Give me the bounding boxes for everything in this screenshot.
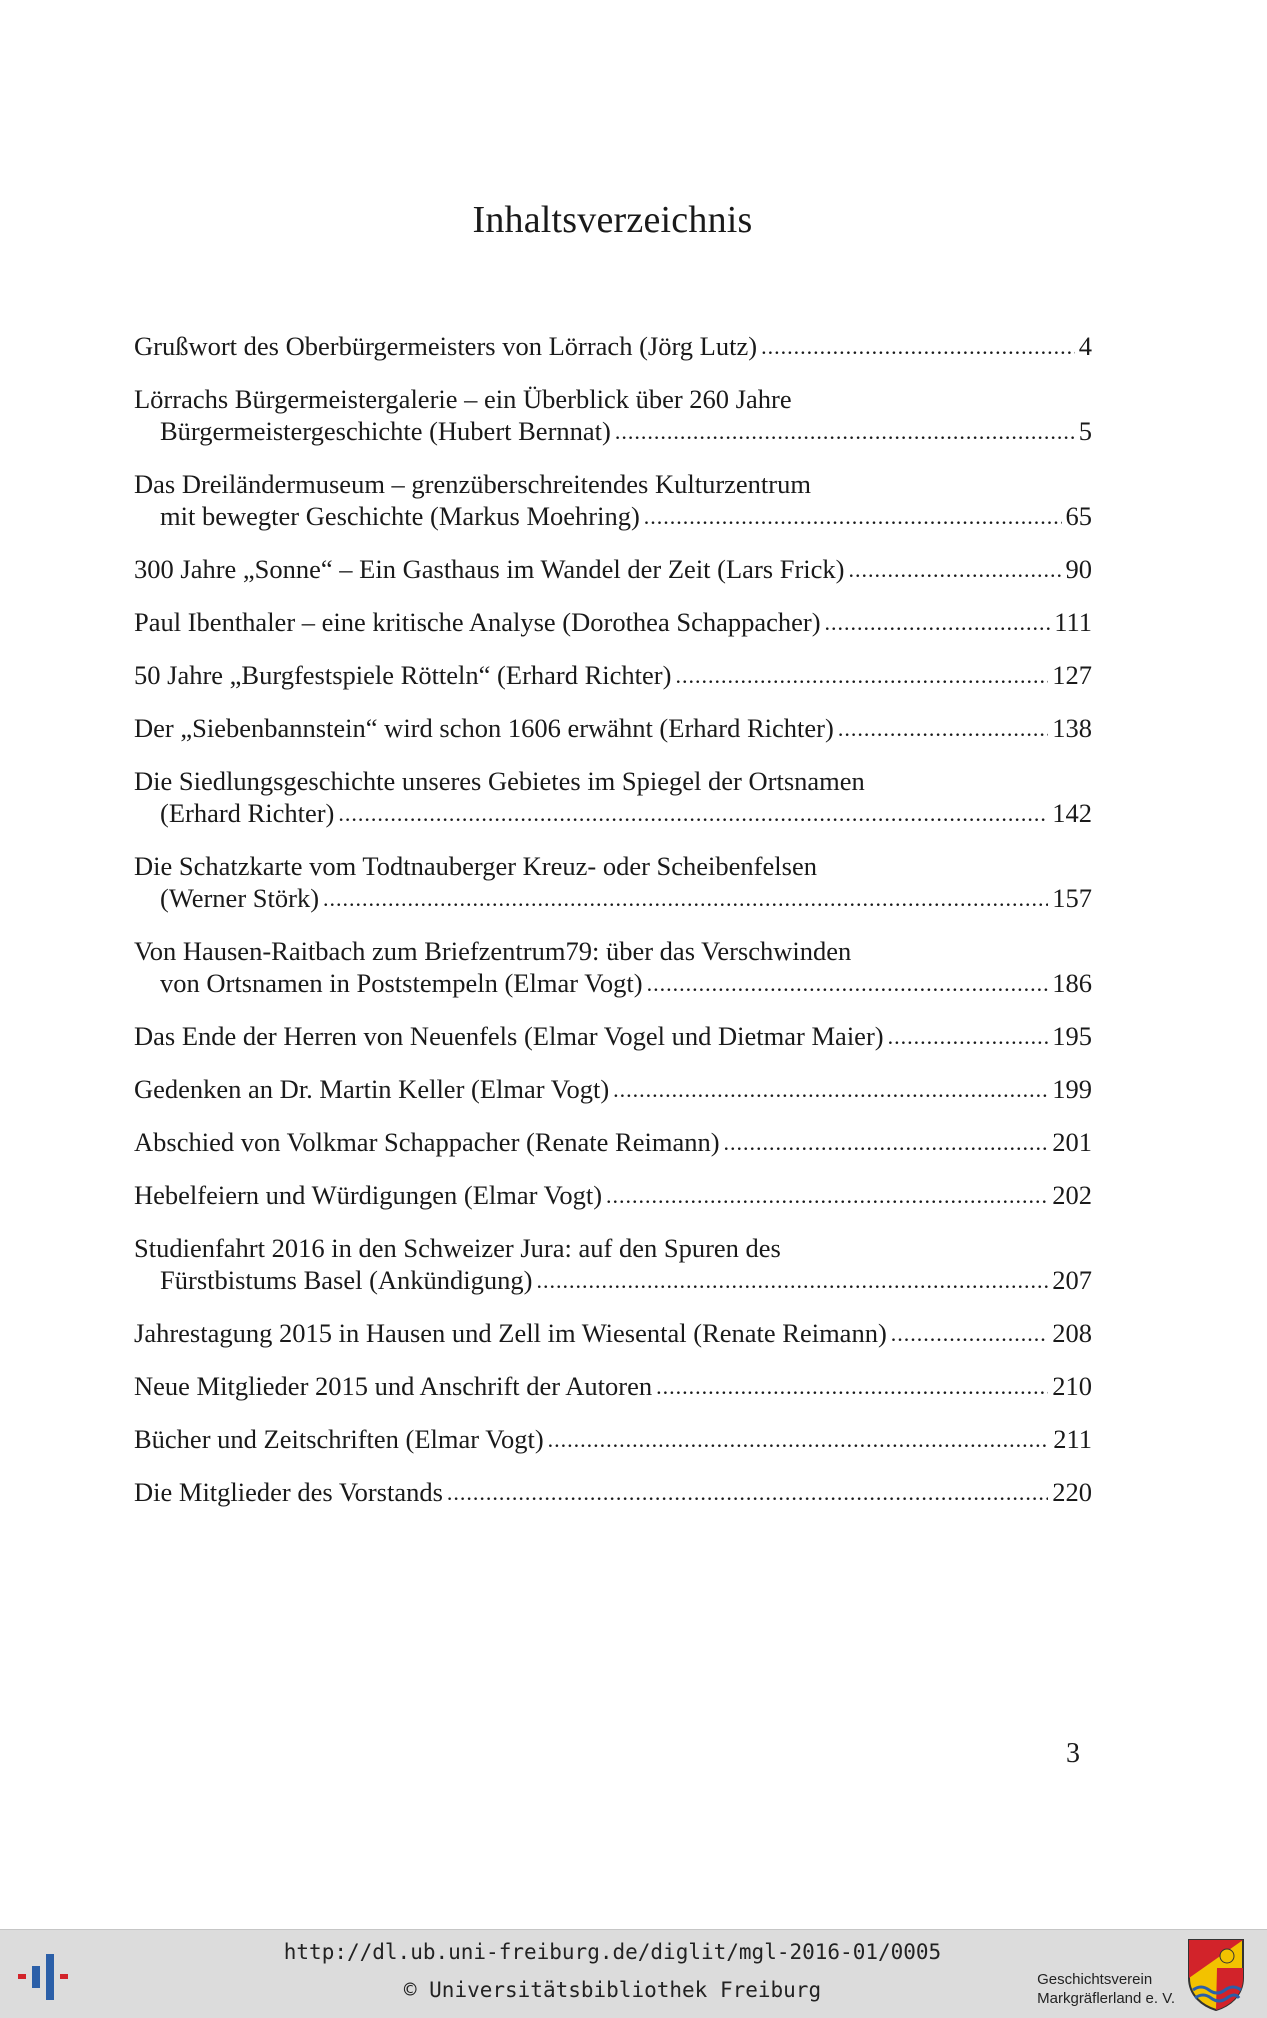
toc-entry[interactable] <box>134 1126 1092 1160</box>
toc-entry[interactable] <box>134 330 1092 364</box>
toc-entry-row <box>134 500 1092 534</box>
toc-leader-dots <box>675 658 1048 692</box>
toc-entry-title-continued: Fürstbistums Basel (Ankündigung) <box>160 1265 533 1295</box>
toc-entry-title-continued: Bürgermeistergeschichte (Hubert Bernnat) <box>160 416 611 446</box>
toc-entry-page: 90 <box>1065 554 1092 584</box>
toc-entry[interactable] <box>134 659 1092 693</box>
toc-entry-row <box>134 330 1092 364</box>
toc-entry-page: 186 <box>1052 968 1092 998</box>
toc-entry-title: Von Hausen-Raitbach zum Briefzentrum79: über das Verschwinden <box>134 936 852 966</box>
toc-entry-title: Bücher und Zeitschriften (Elmar Vogt) <box>134 1424 544 1454</box>
coat-of-arms-icon <box>1187 1938 1245 2012</box>
toc-entry-page: 202 <box>1052 1180 1092 1210</box>
toc-entry-page: 157 <box>1052 883 1092 913</box>
toc-entry-row <box>134 1179 1092 1213</box>
toc-entry-row <box>134 553 1092 587</box>
toc-leader-dots <box>724 1125 1049 1159</box>
toc-leader-dots <box>606 1178 1048 1212</box>
toc-entry[interactable] <box>134 1073 1092 1107</box>
toc-entry-title: 300 Jahre „Sonne“ – Ein Gasthaus im Wandel der Zeit (Lars Frick) <box>134 554 845 584</box>
toc-entry[interactable] <box>134 553 1092 587</box>
toc-leader-dots <box>548 1422 1050 1456</box>
toc-entry-page: 138 <box>1052 713 1092 743</box>
toc-entry-page: 210 <box>1052 1371 1092 1401</box>
toc-entry-title-continued: (Werner Störk) <box>160 883 320 913</box>
toc-entry[interactable] <box>134 1179 1092 1213</box>
toc-entry-title: Die Siedlungsgeschichte unseres Gebietes im Spiegel der Ortsnamen <box>134 766 865 796</box>
toc-entry[interactable] <box>134 1232 1092 1298</box>
toc-entry[interactable] <box>134 468 1092 534</box>
toc-entry-title-continued: von Ortsnamen in Poststempeln (Elmar Vogt) <box>160 968 643 998</box>
toc-leader-dots <box>536 1263 1048 1297</box>
toc-entry-page: 111 <box>1054 607 1092 637</box>
toc-entry-title: Abschied von Volkmar Schappacher (Renate Reimann) <box>134 1127 720 1157</box>
toc-leader-dots <box>891 1316 1048 1350</box>
toc-entry-row <box>134 1370 1092 1404</box>
toc-entry[interactable] <box>134 712 1092 746</box>
toc-entry-title: Neue Mitglieder 2015 und Anschrift der Autoren <box>134 1371 653 1401</box>
toc-entry-title-continued: (Erhard Richter) <box>160 798 335 828</box>
toc-leader-dots <box>613 1072 1048 1106</box>
toc-leader-dots <box>888 1019 1049 1053</box>
toc-entry-title: Die Schatzkarte vom Todtnauberger Kreuz- oder Scheibenfelsen <box>134 851 817 881</box>
toc-entry-title: Jahrestagung 2015 in Hausen und Zell im Wiesental (Renate Reimann) <box>134 1318 887 1348</box>
society-name-line2: Markgräflerland e. V. <box>1037 1990 1175 2007</box>
toc-leader-dots <box>323 881 1048 915</box>
toc-entry-title: Gedenken an Dr. Martin Keller (Elmar Vogt) <box>134 1074 610 1104</box>
toc-entry-row <box>134 882 1092 916</box>
toc-entry-page: 211 <box>1053 1424 1092 1454</box>
toc-entry-row <box>134 1264 1092 1298</box>
page-number: 3 <box>1066 1738 1080 1769</box>
toc-entry-page: 201 <box>1052 1127 1092 1157</box>
toc-entry-title: Das Dreiländermuseum – grenzüberschreitendes Kulturzentrum <box>134 469 811 499</box>
toc-entry-row <box>134 1423 1092 1457</box>
toc-entry-row <box>134 606 1092 640</box>
table-of-contents <box>134 330 1092 1529</box>
footer-url-link[interactable]: http://dl.ub.uni-freiburg.de/diglit/mgl-2016-01/0005 <box>283 1940 942 1964</box>
toc-entry-page: 199 <box>1052 1074 1092 1104</box>
footer-copyright: © Universitätsbibliothek Freiburg <box>403 1978 822 2002</box>
toc-entry-page: 195 <box>1052 1021 1092 1051</box>
toc-entry-title: Studienfahrt 2016 in den Schweizer Jura: auf den Spuren des <box>134 1233 781 1263</box>
toc-entry[interactable] <box>134 1423 1092 1457</box>
toc-entry-page: 5 <box>1078 416 1092 446</box>
toc-entry-row <box>134 1317 1092 1351</box>
toc-entry-row <box>134 1073 1092 1107</box>
toc-entry-title: 50 Jahre „Burgfestspiele Rötteln“ (Erhard Richter) <box>134 660 672 690</box>
toc-entry[interactable] <box>134 850 1092 916</box>
toc-leader-dots <box>615 414 1075 448</box>
toc-entry-title: Hebelfeiern und Würdigungen (Elmar Vogt) <box>134 1180 603 1210</box>
society-name <box>1037 1970 1175 2008</box>
toc-leader-dots <box>338 796 1048 830</box>
toc-leader-dots <box>825 605 1051 639</box>
toc-leader-dots <box>838 711 1048 745</box>
toc-entry-page: 207 <box>1052 1265 1092 1295</box>
toc-entry[interactable] <box>134 935 1092 1001</box>
toc-entry-page: 65 <box>1065 501 1092 531</box>
toc-leader-dots <box>761 329 1075 363</box>
toc-entry-row <box>134 712 1092 746</box>
toc-entry-title: Grußwort des Oberbürgermeisters von Lörrach (Jörg Lutz) <box>134 331 758 361</box>
toc-leader-dots <box>447 1475 1048 1509</box>
toc-entry-row <box>134 659 1092 693</box>
toc-entry-row <box>134 797 1092 831</box>
toc-entry-title: Der „Siebenbannstein“ wird schon 1606 erwähnt (Erhard Richter) <box>134 713 834 743</box>
toc-entry-page: 127 <box>1052 660 1092 690</box>
toc-entry-title: Die Mitglieder des Vorstands <box>134 1477 443 1507</box>
toc-entry[interactable] <box>134 1370 1092 1404</box>
toc-entry[interactable] <box>134 383 1092 449</box>
toc-leader-dots <box>656 1369 1048 1403</box>
footer-bar <box>0 1929 1267 2018</box>
toc-entry-row <box>134 1020 1092 1054</box>
toc-entry-page: 142 <box>1052 798 1092 828</box>
toc-entry-row <box>134 415 1092 449</box>
toc-entry-title: Das Ende der Herren von Neuenfels (Elmar Vogel und Dietmar Maier) <box>134 1021 884 1051</box>
toc-leader-dots <box>644 499 1062 533</box>
page-title: Inhaltsverzeichnis <box>472 199 753 241</box>
toc-entry-row <box>134 1126 1092 1160</box>
toc-entry-title-continued: mit bewegter Geschichte (Markus Moehring) <box>160 501 640 531</box>
toc-entry-page: 208 <box>1052 1318 1092 1348</box>
toc-entry-page: 4 <box>1078 331 1092 361</box>
toc-entry[interactable] <box>134 1317 1092 1351</box>
toc-entry[interactable] <box>134 1020 1092 1054</box>
toc-entry-page: 220 <box>1052 1477 1092 1507</box>
toc-entry-title: Paul Ibenthaler – eine kritische Analyse (Dorothea Schappacher) <box>134 607 821 637</box>
toc-leader-dots <box>647 966 1049 1000</box>
toc-entry[interactable] <box>134 765 1092 831</box>
toc-entry[interactable] <box>134 606 1092 640</box>
toc-entry[interactable] <box>134 1476 1092 1510</box>
toc-leader-dots <box>848 552 1061 586</box>
toc-entry-row <box>134 967 1092 1001</box>
toc-entry-row <box>134 1476 1092 1510</box>
society-name-line1: Geschichtsverein <box>1037 1971 1153 1988</box>
toc-entry-title: Lörrachs Bürgermeistergalerie – ein Überblick über 260 Jahre <box>134 384 792 414</box>
